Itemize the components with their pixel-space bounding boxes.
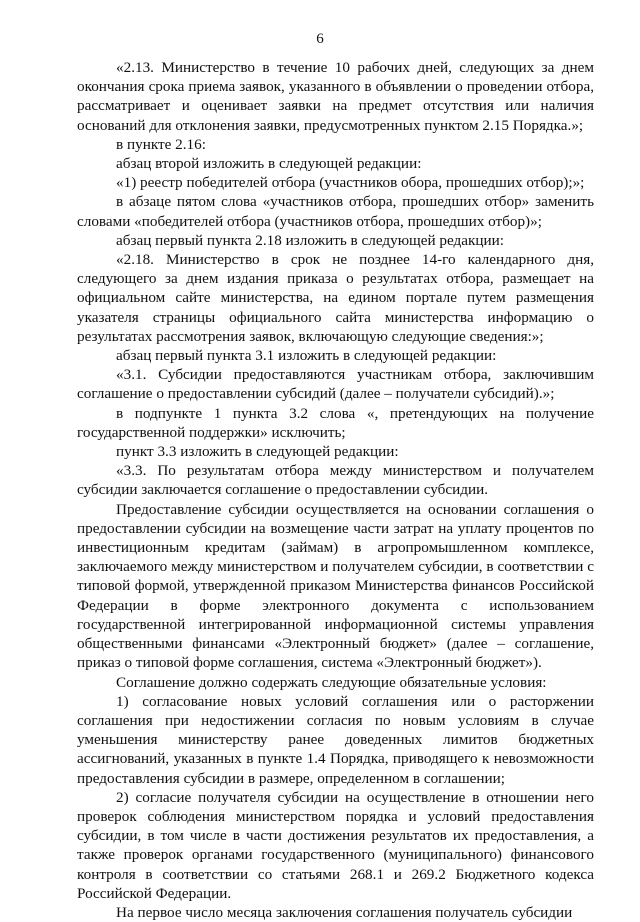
paragraph-second-abzac: абзац второй изложить в следующей редакции: xyxy=(116,155,422,173)
paragraph-subpoint-3-2: в подпункте 1 пункта 3.2 слова «, претендующих на получение государственной поддержки» исключить; xyxy=(77,404,598,441)
paragraph-point-3-3: пункт 3.3 изложить в следующей редакции: xyxy=(116,443,399,461)
page-number: 6 xyxy=(316,31,324,47)
paragraph-registry-winners: «1) реестр победителей отбора (участников обора, прошедших отбор);»; xyxy=(116,174,585,192)
paragraph-3-1-quote: «3.1. Субсидии предоставляются участникам отбора, заключившим соглашение о предоставлении субсидий (далее – получатели субсидий).»; xyxy=(77,366,598,403)
paragraph-2-18-quote: «2.18. Министерство в срок не позднее 14-го календарного дня, следующего за днем издания приказа о результатах отбора, размещает на официальном сайте министерства, на едином портале путем размещения указателя страницы официального сайта министерства информацию о результатах рассмотрения заявок, включающую следующие сведения:»; xyxy=(77,251,598,345)
paragraph-point-2-16: в пункте 2.16: xyxy=(116,135,206,153)
paragraph-subsidy-provision: Предоставление субсидии осуществляется на основании соглашения о предоставлении субсидии на возмещение части затрат на уплату процентов по инвестиционным кредитам (займам) в агропромышленном комплексе, заключаемого между министерством и получателем субсидии, в соответствии с типовой формой, утвержденной приказом Министерства финансов Российской Федерации в форме электронного документа с использованием государственной интегрированной информационной системы управления общественными финансами «Электронный бюджет» (далее – соглашение, приказ о типовой форме соглашения, система «Электронный бюджет»). xyxy=(77,500,598,672)
paragraph-condition-1: 1) согласование новых условий соглашения или о расторжении соглашения при недостижении согласия по новым условиям в случае уменьшения министерству ранее доведенных лимитов бюджетных ассигнований, указанных в пункте 1.4 Порядка, приводящего к невозможности предоставления субсидии в размере, определенном в соглашении; xyxy=(77,692,598,787)
paragraph-agreement-conditions: Соглашение должно содержать следующие обязательные условия: xyxy=(116,673,547,691)
paragraph-first-day: На первое число месяца заключения соглашения получатель субсидии xyxy=(116,903,573,921)
paragraph-2-13-quote: «2.13. Министерство в течение 10 рабочих дней, следующих за днем окончания срока приема заявок, указанного в объявлении о проведении отбора, рассматривает и оценивает заявки на предмет отсутствия или наличия оснований для отклонения заявки, предусмотренных пунктом 2.15 Порядка.»; xyxy=(77,59,598,134)
paragraph-3-3-quote: «3.3. По результатам отбора между министерством и получателем субсидии заключается соглашение о предоставлении субсидии. xyxy=(77,462,598,499)
paragraph-fifth-abzac-replace: в абзаце пятом слова «участников отбора, прошедших отбор» заменить словами «победителей отбора (участников отбора, прошедших отбор)»; xyxy=(77,193,598,230)
paragraph-point-3-1: абзац первый пункта 3.1 изложить в следующей редакции: xyxy=(116,347,497,365)
paragraph-condition-2: 2) согласие получателя субсидии на осуществление в отношении него проверок соблюдения министерством порядка и условий предоставления субсидии, в том числе в части достижения результатов их предоставления, а также проверок органами государственного (муниципального) финансового контроля в соответствии со статьями 268.1 и 269.2 Бюджетного кодекса Российской Федерации. xyxy=(77,788,598,902)
document-body xyxy=(77,58,598,922)
paragraph-point-2-18: абзац первый пункта 2.18 изложить в следующей редакции: xyxy=(116,231,504,249)
